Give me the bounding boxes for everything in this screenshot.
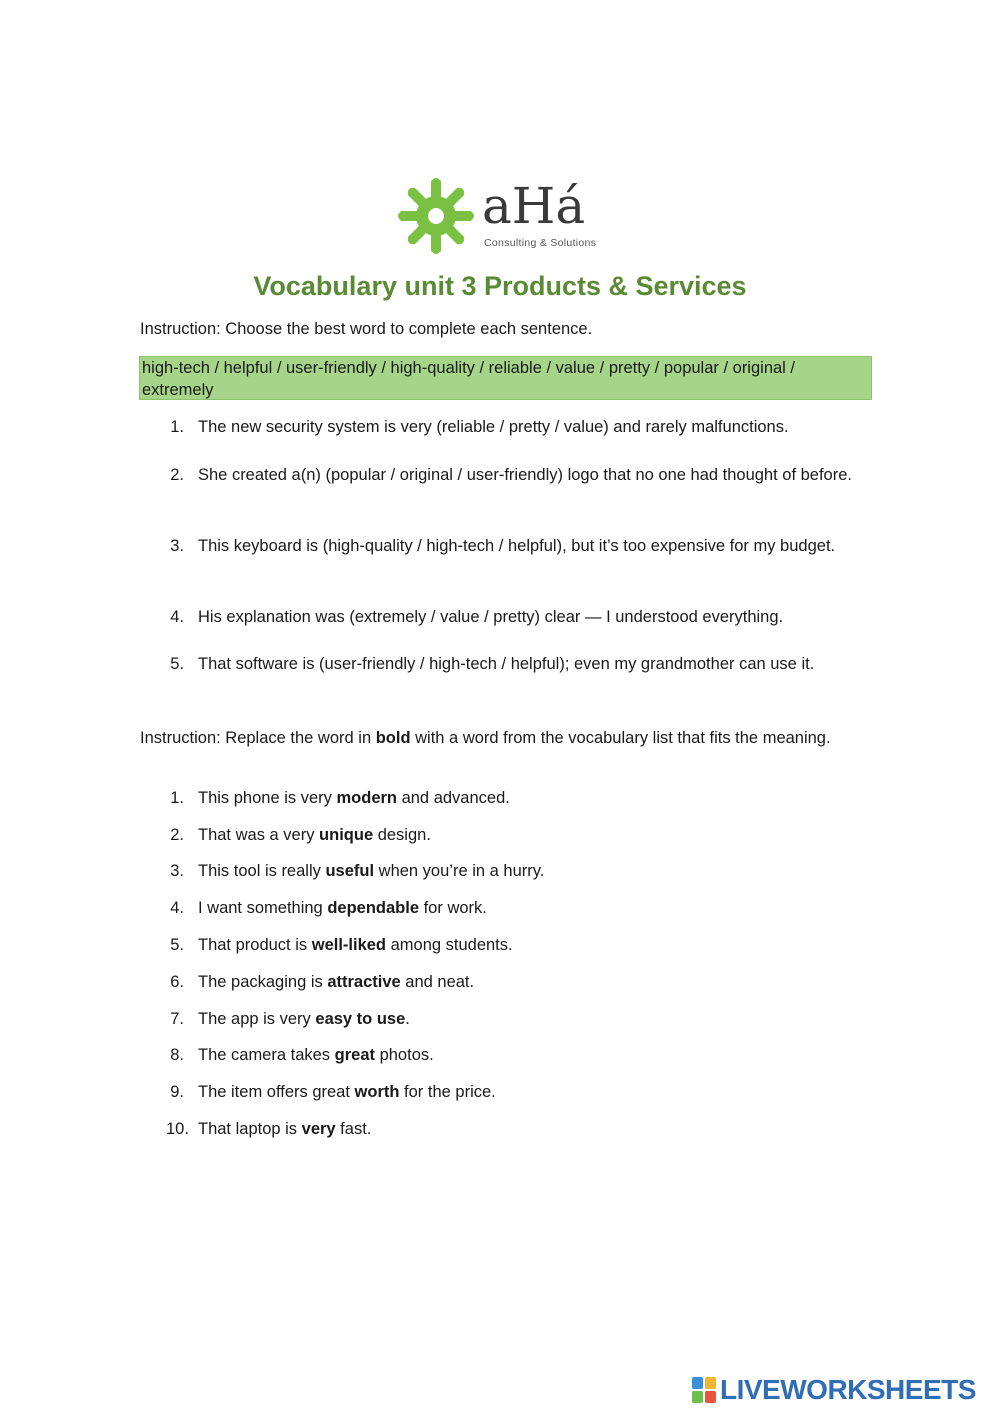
item-text: That laptop is very fast. <box>198 1120 372 1138</box>
item-text: This phone is very modern and advanced. <box>198 789 510 807</box>
item-text: The item offers great worth for the price. <box>198 1083 496 1101</box>
item-text: That was a very unique design. <box>198 826 431 844</box>
item-number: 10. <box>166 1120 189 1138</box>
target-word[interactable]: unique <box>319 826 374 844</box>
item-text: She created a(n) (popular / original / user-friendly) logo that no one had thought of before. <box>198 466 852 484</box>
section1-instruction: Instruction: Choose the best word to complete each sentence. <box>140 320 593 338</box>
target-word[interactable]: dependable <box>327 899 420 917</box>
item-number: 8. <box>170 1046 184 1064</box>
item-number: 1. <box>170 789 184 807</box>
logo-tagline: Consulting & Solutions <box>484 237 597 249</box>
item-text: I want something dependable for work. <box>198 899 487 917</box>
page-title: Vocabulary unit 3 Products & Services <box>253 271 747 301</box>
instruction-bold-word: bold <box>375 729 411 747</box>
instruction-text: with a word from the vocabulary list that fits the meaning. <box>410 729 831 747</box>
target-word[interactable]: well-liked <box>311 936 387 954</box>
item-number: 4. <box>170 608 184 626</box>
item-number: 2. <box>170 826 184 844</box>
item-number: 2. <box>170 466 184 484</box>
item-text: That product is well-liked among students. <box>198 936 513 954</box>
liveworksheets-brand: LIVEWORKSHEETS <box>720 1374 976 1405</box>
item-number: 4. <box>170 899 184 917</box>
logo-wordmark: aHá <box>482 177 586 235</box>
item-text: This keyboard is (high-quality / high-tech / helpful), but it’s too expensive for my budget. <box>198 537 836 555</box>
item-number: 9. <box>170 1083 184 1101</box>
liveworksheets-blocks-icon <box>692 1377 716 1403</box>
item-number: 5. <box>170 936 184 954</box>
target-word[interactable]: useful <box>325 862 375 880</box>
target-word[interactable]: easy to use <box>315 1010 406 1028</box>
target-word[interactable]: worth <box>354 1083 400 1101</box>
word-bank: high-tech / helpful / user-friendly / high-quality / reliable / value / pretty / popular / original / extremely <box>139 356 872 400</box>
target-word[interactable]: modern <box>336 789 397 807</box>
item-number: 5. <box>170 655 184 673</box>
item-number: 3. <box>170 537 184 555</box>
item-number: 1. <box>170 418 184 436</box>
gear-logo-icon <box>396 176 476 256</box>
instruction-text: Instruction: Replace the word in <box>140 729 376 747</box>
item-text: The camera takes great photos. <box>198 1046 434 1064</box>
item-text: The new security system is very (reliable / pretty / value) and rarely malfunctions. <box>198 418 789 436</box>
target-word[interactable]: attractive <box>327 973 401 991</box>
section2-instruction <box>140 727 860 750</box>
item-text: The packaging is attractive and neat. <box>198 973 475 991</box>
company-logo <box>396 176 606 256</box>
item-text: That software is (user-friendly / high-tech / helpful); even my grandmother can use it. <box>198 655 815 673</box>
item-text: The app is very easy to use. <box>198 1010 410 1028</box>
item-number: 7. <box>170 1010 184 1028</box>
liveworksheets-logo[interactable] <box>692 1374 992 1406</box>
item-text: His explanation was (extremely / value / pretty) clear — I understood everything. <box>198 608 784 626</box>
target-word[interactable]: very <box>301 1120 336 1138</box>
item-number: 6. <box>170 973 184 991</box>
item-text: This tool is really useful when you’re in a hurry. <box>198 862 545 880</box>
target-word[interactable]: great <box>334 1046 375 1064</box>
item-number: 3. <box>170 862 184 880</box>
